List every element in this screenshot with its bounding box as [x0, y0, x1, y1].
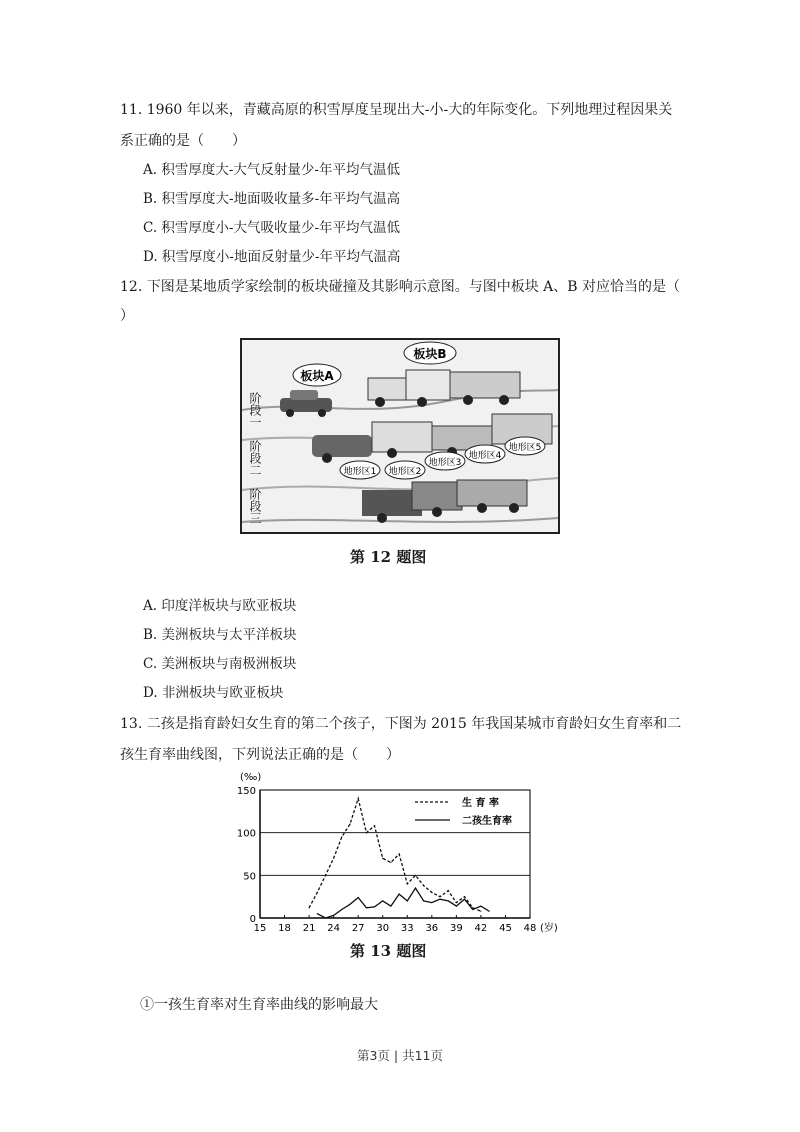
q11-option-c: C. 积雪厚度小-大气吸收量少-年平均气温低 — [143, 220, 401, 236]
plate-a-car — [280, 390, 332, 417]
data-point — [415, 875, 416, 876]
data-point — [325, 875, 326, 876]
q12-stem-line2: ） — [120, 308, 134, 324]
data-point — [431, 892, 432, 893]
data-point — [488, 911, 489, 912]
q13-fertility-chart — [230, 760, 600, 940]
data-point — [374, 906, 375, 907]
x-tick-label: 21 — [302, 923, 316, 934]
x-tick-label: 39 — [449, 923, 463, 934]
q11-stem-line2: 系正确的是（ ） — [120, 133, 246, 149]
data-point — [308, 907, 309, 908]
data-point — [366, 832, 367, 833]
x-tick-label: 48 — [523, 923, 537, 934]
data-point — [390, 862, 391, 863]
x-tick-label: 45 — [499, 923, 512, 934]
data-point — [448, 900, 449, 901]
data-point — [358, 897, 359, 898]
page-footer: 第3页 | 共11页 — [356, 1048, 444, 1063]
data-point — [439, 899, 440, 900]
q11-stem-line1: 11. 1960 年以来，青藏高原的积雪厚度呈现出大-小-大的年际变化。下列地理过程因果关 — [120, 102, 673, 118]
q12-plate-collision-figure — [240, 338, 560, 534]
data-point — [423, 885, 424, 886]
legend-entry: 生 育 率 — [462, 798, 499, 809]
data-point — [407, 900, 408, 901]
data-point — [317, 913, 318, 914]
x-tick-label: 15 — [253, 923, 267, 934]
data-point — [456, 905, 457, 906]
q11-option-d: D. 积雪厚度小-地面反射量少-年平均气温高 — [143, 249, 401, 265]
data-point — [349, 824, 350, 825]
data-point — [341, 909, 342, 910]
stage1-label: 阶段一 — [248, 392, 262, 428]
x-tick-label: 33 — [400, 923, 414, 934]
y-tick-label: 100 — [236, 828, 256, 840]
data-point — [398, 894, 399, 895]
data-point — [407, 883, 408, 884]
x-tick-label: 24 — [327, 923, 341, 934]
q12-option-d: D. 非洲板块与欧亚板块 — [143, 685, 284, 701]
stage2-label: 阶段二 — [248, 440, 262, 476]
stage3-pileup — [362, 480, 527, 523]
q12-figure-caption: 第 12 题图 — [350, 548, 427, 566]
q12-option-b: B. 美洲板块与太平洋板块 — [143, 627, 297, 643]
data-point — [382, 900, 383, 901]
q13-stem-line2: 孩生育率曲线图，下列说法正确的是（ ） — [120, 747, 400, 763]
data-point — [480, 911, 481, 912]
data-point — [390, 905, 391, 906]
data-point — [341, 836, 342, 837]
data-point — [431, 902, 432, 903]
x-tick-label: 42 — [474, 923, 488, 934]
data-point — [349, 904, 350, 905]
q13-statement-1: ①一孩生育率对生育率曲线的影响最大 — [140, 997, 378, 1013]
legend-entry: 二孩生育率 — [462, 816, 512, 827]
data-point — [415, 888, 416, 889]
terrain-label-5: 地形区5 — [508, 443, 542, 453]
data-point — [333, 915, 334, 916]
q13-stem-line1: 13. 二孩是指育龄妇女生育的第二个孩子，下图为 2015 年我国某城市育龄妇女生育率和二 — [120, 716, 682, 732]
data-point — [333, 858, 334, 859]
q12-option-a: A. 印度洋板块与欧亚板块 — [143, 598, 297, 614]
series-second-child-rate — [317, 888, 489, 918]
terrain-label-3: 地形区3 — [428, 458, 462, 468]
q12-option-c: C. 美洲板块与南极洲板块 — [143, 656, 297, 672]
stage3-label: 阶段三 — [248, 488, 262, 524]
data-point — [423, 900, 424, 901]
data-point — [366, 907, 367, 908]
terrain-label-4: 地形区4 — [468, 451, 502, 461]
y-tick-label: 0 — [249, 914, 256, 925]
terrain-label-2: 地形区2 — [388, 467, 422, 477]
data-point — [464, 896, 465, 897]
plate-a-label: 板块A — [300, 369, 334, 383]
data-point — [456, 902, 457, 903]
data-point — [439, 896, 440, 897]
data-point — [382, 858, 383, 859]
data-point — [464, 899, 465, 900]
data-point — [317, 892, 318, 893]
data-point — [472, 909, 473, 910]
data-point — [325, 917, 326, 918]
data-point — [448, 890, 449, 891]
q13-chart-caption: 第 13 题图 — [350, 942, 427, 960]
x-tick-label: 27 — [351, 923, 365, 934]
fertility-line-chart — [230, 760, 600, 940]
y-tick-label: 150 — [236, 786, 256, 797]
y-tick-label: 50 — [243, 871, 256, 883]
plot-frame — [260, 790, 530, 918]
x-axis-label: (岁) — [540, 923, 558, 934]
q12-stem-line1: 12. 下图是某地质学家绘制的板块碰撞及其影响示意图。与图中板块 A、B 对应恰当的是（ — [120, 279, 681, 295]
plate-b-label: 板块B — [413, 347, 447, 361]
q11-option-a: A. 积雪厚度大-大气反射量少-年平均气温低 — [143, 162, 400, 178]
series-fertility-rate — [309, 799, 481, 912]
data-point — [358, 798, 359, 799]
y-axis-label: (‰) — [240, 772, 262, 783]
data-point — [480, 905, 481, 906]
terrain-label-1: 地形区1 — [343, 467, 377, 477]
q11-option-b: B. 积雪厚度大-地面吸收量多-年平均气温高 — [143, 191, 401, 207]
data-point — [374, 825, 375, 826]
x-tick-label: 30 — [376, 923, 390, 934]
data-point — [398, 853, 399, 854]
x-tick-label: 18 — [278, 923, 291, 934]
x-tick-label: 36 — [425, 923, 439, 934]
